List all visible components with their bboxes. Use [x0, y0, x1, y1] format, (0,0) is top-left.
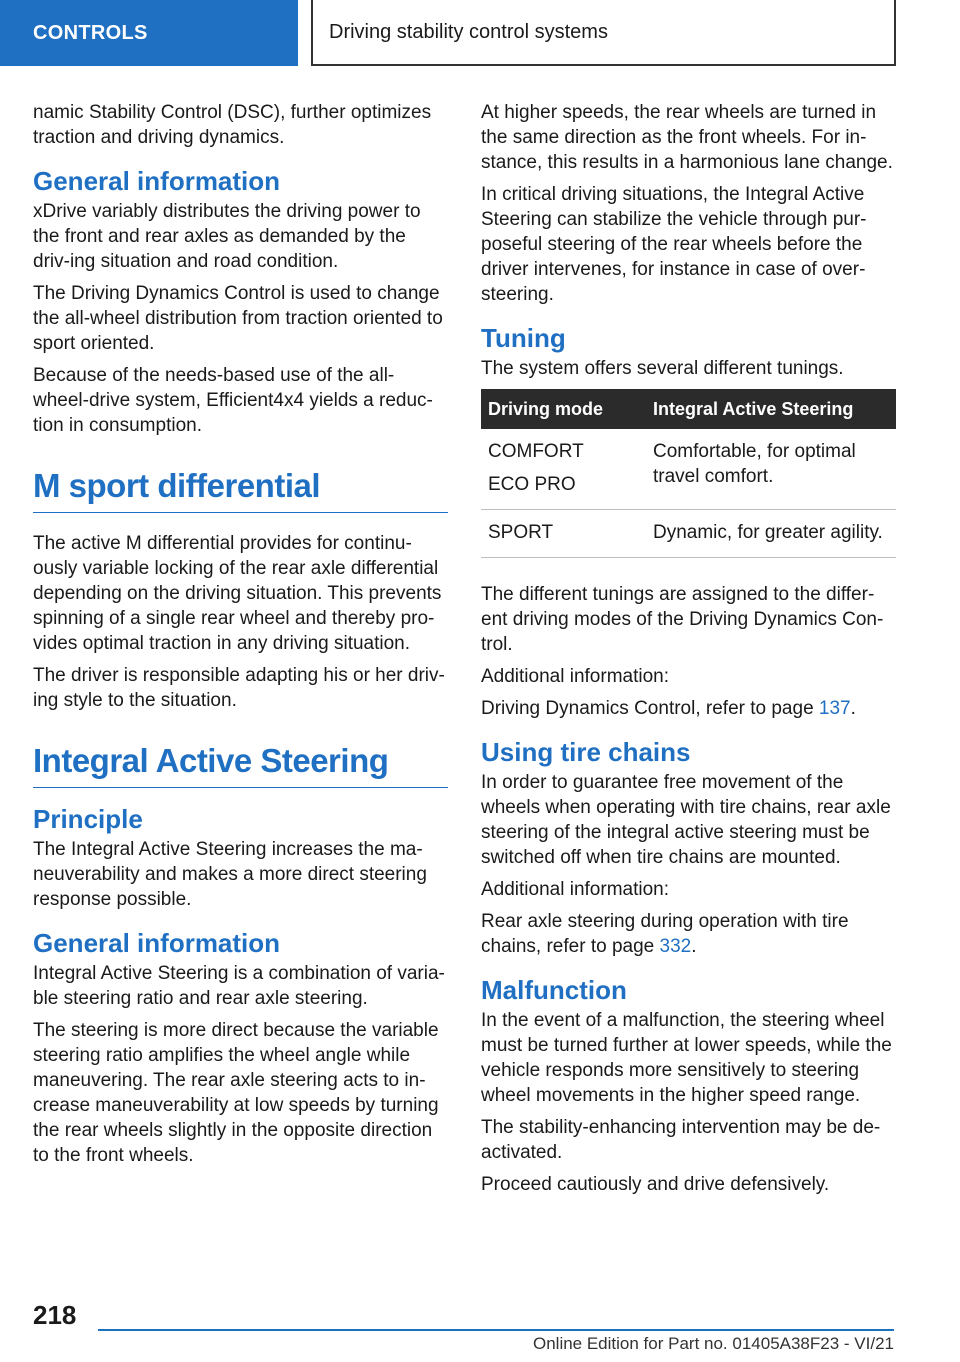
- heading-general-information-2: General information: [33, 928, 281, 958]
- heading-malfunction: Malfunction: [481, 975, 627, 1005]
- edition-text: Online Edition for Part no. 01405A38F23 - VI/21: [532, 1334, 894, 1353]
- critical-situations-paragraph: In critical driving situations, the Integral Active Steering can stabilize the vehicle through pur‐poseful steering of the rear wheels before the driver intervenes, for instance in case of over‐steering.: [481, 184, 867, 305]
- tuning-table: [481, 389, 896, 558]
- reference-paragraph: Driving Dynamics Control, refer to page 137.: [481, 698, 856, 719]
- ias-combination-paragraph: Integral Active Steering is a combination of varia‐ble steering ratio and rear axle steering.: [33, 963, 445, 1009]
- caution-paragraph: Proceed cautiously and drive defensively.: [481, 1174, 830, 1195]
- footer-divider: [98, 1329, 894, 1331]
- heading-general-information: General information: [33, 166, 281, 196]
- table-cell-mode: [481, 429, 646, 510]
- heading-using-tire-chains: Using tire chains: [481, 737, 691, 767]
- section-title: Driving stability control systems: [311, 0, 896, 66]
- column-header-driving-mode: Driving mode: [481, 389, 646, 429]
- heading-tuning: Tuning: [481, 323, 566, 353]
- m-differential-paragraph: The active M differential provides for continu‐ously variable locking of the rear axle differential depending on the driving situation. This prevents spinning of a single rear wheel and thereby pro‐vides optimal traction in any driving situation.: [33, 533, 442, 654]
- heading-principle: Principle: [33, 804, 143, 834]
- heading-integral-active-steering: Integral Active Steering: [33, 741, 448, 788]
- table-cell-description: Dynamic, for greater agility.: [646, 510, 896, 558]
- steering-ratio-paragraph: The steering is more direct because the variable steering ratio amplifies the wheel angle while maneuvering. The rear axle steering acts to in‐crease maneuverability at low speeds by turning the rear wheels slightly in the opposite direction to the front wheels.: [33, 1020, 439, 1166]
- heading-m-sport-differential: M sport differential: [33, 466, 448, 513]
- tuning-paragraph: The system offers several different tunings.: [481, 358, 844, 379]
- deactivation-paragraph: The stability-enhancing intervention may be de‐activated.: [481, 1117, 881, 1163]
- high-speed-paragraph: At higher speeds, the rear wheels are turned in the same direction as the front wheels. For in‐stance, this results in a harmonious lane change.: [481, 102, 893, 173]
- xdrive-paragraph: xDrive variably distributes the driving power to the front and rear axles as demanded by the driv‐ing situation and road condition.: [33, 201, 421, 272]
- principle-paragraph: The Integral Active Steering increases the ma‐neuverability and makes a more direct steering response possible.: [33, 839, 427, 910]
- reference-text: Driving Dynamics Control, refer to page: [481, 698, 819, 719]
- table-cell-mode: SPORT: [481, 510, 646, 558]
- column-header-integral-active-steering: Integral Active Steering: [646, 389, 896, 429]
- table-row: [481, 510, 896, 558]
- chapter-tab[interactable]: CONTROLS: [0, 0, 298, 66]
- table-header-row: [481, 389, 896, 429]
- driving-dynamics-paragraph: The Driving Dynamics Control is used to change the all-wheel distribution from traction oriented to sport oriented.: [33, 283, 443, 354]
- additional-info-label: Additional information:: [481, 666, 669, 687]
- driver-responsibility-paragraph: The driver is responsible adapting his or her driv‐ing style to the situation.: [33, 665, 445, 711]
- mode-eco-pro: ECO PRO: [488, 474, 576, 495]
- page-number: 218: [33, 1300, 77, 1330]
- tire-chains-paragraph: In order to guarantee free movement of the wheels when operating with tire chains, rear axle steering of the integral active steering must be switched off when tire chains are mounted.: [481, 772, 891, 868]
- page-header: [0, 0, 960, 66]
- efficient4x4-paragraph: Because of the needs-based use of the all-wheel-drive system, Efficient4x4 yields a reduc‐tion in consumption.: [33, 365, 433, 436]
- left-column: [33, 100, 448, 1175]
- mode-comfort: COMFORT: [488, 441, 584, 462]
- right-column: [481, 100, 896, 1204]
- page-link-137[interactable]: 137: [818, 698, 851, 719]
- reference-paragraph: Rear axle steering during operation with tire chains, refer to page 332.: [481, 911, 849, 957]
- table-row: [481, 429, 896, 510]
- reference-text: Rear axle steering during operation with tire chains, refer to page: [481, 911, 849, 957]
- intro-paragraph: namic Stability Control (DSC), further optimizes traction and driving dynamics.: [33, 102, 432, 148]
- table-cell-description: Comfortable, for optimal travel comfort.: [646, 429, 896, 510]
- page-link-332[interactable]: 332: [659, 936, 692, 957]
- additional-info-label: Additional information:: [481, 879, 669, 900]
- malfunction-paragraph: In the event of a malfunction, the steering wheel must be turned further at lower speeds, while the vehicle responds more sensitively to steering wheel movements in the higher speed range.: [481, 1010, 892, 1106]
- assigned-tunings-paragraph: The different tunings are assigned to the differ‐ent driving modes of the Driving Dynamics Con‐trol.: [481, 584, 884, 655]
